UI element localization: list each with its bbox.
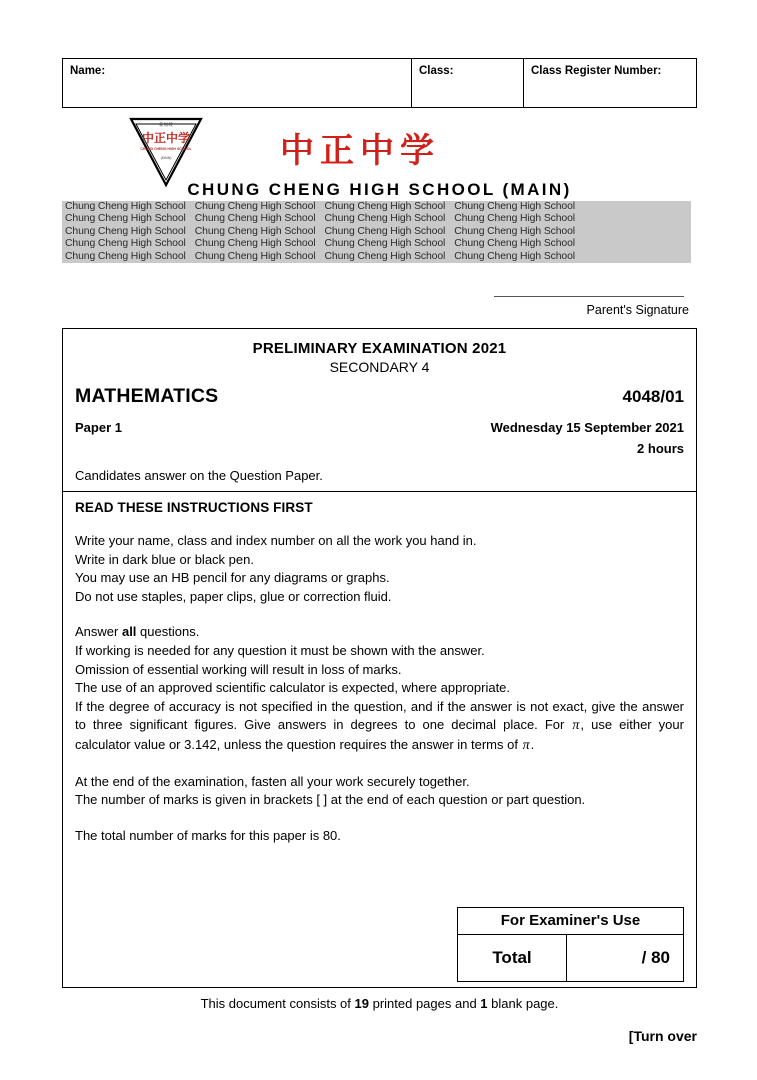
doc-suffix: blank page. bbox=[487, 996, 559, 1011]
paper-number: Paper 1 bbox=[75, 420, 122, 435]
examiner-use-heading: For Examiner's Use bbox=[458, 908, 683, 935]
watermark-text: Chung Cheng High School bbox=[194, 213, 316, 225]
watermark-text: Chung Cheng High School bbox=[454, 250, 575, 262]
turn-over-label: [Turn over bbox=[628, 1028, 697, 1044]
class-field-cell[interactable] bbox=[412, 59, 524, 107]
answer-prefix: Answer bbox=[75, 624, 122, 640]
watermark-text: Chung Cheng High School bbox=[65, 238, 186, 250]
watermark-row bbox=[62, 251, 691, 263]
doc-printed-pages: 19 bbox=[354, 996, 369, 1011]
watermark-text: Chung Cheng High School bbox=[324, 238, 446, 250]
instructions-section bbox=[63, 492, 696, 845]
crest-english-name: CHUNG CHENG HIGH SCHOOL bbox=[140, 147, 192, 151]
instruction-line: You may use an HB pencil for any diagrams or graphs. bbox=[75, 570, 390, 586]
school-english-title: CHUNG CHENG HIGH SCHOOL (MAIN) bbox=[187, 180, 572, 199]
exam-level: SECONDARY 4 bbox=[329, 359, 430, 375]
exam-cover-box bbox=[62, 328, 697, 988]
watermark-text: Chung Cheng High School bbox=[194, 238, 316, 250]
subject-code: 4048/01 bbox=[622, 387, 684, 406]
pi-middle: , use either your calculator value or 3.142, unless the question requires the answer in terms of bbox=[75, 717, 684, 752]
watermark-row bbox=[62, 201, 691, 213]
examiner-total-value[interactable]: / 80 bbox=[641, 948, 670, 967]
answer-all-bold: all bbox=[121, 624, 137, 640]
parent-signature-label: Parent's Signature bbox=[586, 303, 689, 317]
instruction-line: The use of an approved scientific calculator is expected, where appropriate. bbox=[75, 680, 511, 696]
register-number-field-cell[interactable] bbox=[524, 59, 696, 107]
watermark-text: Chung Cheng High School bbox=[454, 238, 575, 250]
watermark-row bbox=[62, 238, 691, 250]
school-masthead bbox=[62, 114, 697, 206]
register-number-label: Class Register Number: bbox=[531, 65, 662, 77]
answer-all-line bbox=[75, 623, 684, 642]
pi-symbol-1: π bbox=[572, 718, 580, 734]
crest-english-sub: (MAIN) bbox=[160, 156, 172, 160]
school-chinese-title: 中正中学 bbox=[280, 131, 440, 171]
marks-brackets-instruction: The number of marks is given in brackets [ ] at the end of each question or part question. bbox=[75, 792, 586, 808]
watermark-row bbox=[62, 226, 691, 238]
watermark-text: Chung Cheng High School bbox=[65, 250, 186, 262]
exam-date: Wednesday 15 September 2021 bbox=[490, 420, 684, 435]
instructions-block-three bbox=[75, 773, 684, 810]
instruction-line: If working is needed for any question it must be shown with the answer. bbox=[75, 642, 485, 658]
subject-name: MATHEMATICS bbox=[75, 385, 219, 407]
watermark-text: Chung Cheng High School bbox=[454, 225, 575, 237]
document-pages-note bbox=[62, 996, 697, 1011]
instructions-title: READ THESE INSTRUCTIONS FIRST bbox=[75, 500, 313, 515]
subject-row bbox=[75, 385, 684, 408]
instruction-line: Omission of essential working will result in loss of marks. bbox=[75, 661, 402, 677]
candidates-answer-note: Candidates answer on the Question Paper. bbox=[75, 468, 323, 483]
examiner-use-table bbox=[457, 907, 684, 982]
crest-chinese-name: 中正中学 bbox=[141, 131, 190, 145]
doc-prefix: This document consists of bbox=[200, 996, 355, 1011]
instructions-block-one bbox=[75, 532, 684, 606]
parent-signature-line bbox=[494, 296, 684, 297]
watermark-text: Chung Cheng High School bbox=[454, 213, 575, 225]
fasten-instruction: At the end of the examination, fasten all your work securely together. bbox=[75, 773, 470, 789]
doc-blank-pages: 1 bbox=[480, 996, 488, 1011]
accuracy-instruction: If the degree of accuracy is not specified in the question, and if the answer is not exact, give the answer to three significant figures. Give answers in degrees to one decimal place. bbox=[75, 698, 684, 733]
instruction-line: Do not use staples, paper clips, glue or correction fluid. bbox=[75, 588, 392, 604]
answer-suffix: questions. bbox=[136, 624, 200, 640]
exam-duration: 2 hours bbox=[637, 441, 684, 456]
watermark-text: Chung Cheng High School bbox=[194, 201, 316, 212]
total-marks-note: The total number of marks for this paper is 80. bbox=[75, 827, 341, 843]
doc-middle: printed pages and bbox=[368, 996, 481, 1011]
watermark-text: Chung Cheng High School bbox=[454, 201, 575, 212]
watermark-text: Chung Cheng High School bbox=[194, 225, 316, 237]
watermark-text: Chung Cheng High School bbox=[194, 250, 316, 262]
school-name-watermark-band bbox=[62, 201, 691, 263]
pi-symbol-2: π bbox=[522, 737, 530, 753]
watermark-text: Chung Cheng High School bbox=[324, 201, 446, 212]
name-label: Name: bbox=[70, 65, 106, 77]
watermark-row bbox=[62, 213, 691, 225]
watermark-text: Chung Cheng High School bbox=[65, 201, 186, 212]
examiner-total-label: Total bbox=[458, 935, 567, 981]
candidate-particulars-table bbox=[62, 58, 697, 108]
pi-suffix: . bbox=[530, 736, 535, 752]
crest-top-chinese: 新加坡 bbox=[159, 123, 173, 128]
watermark-text: Chung Cheng High School bbox=[324, 250, 446, 262]
paper-row bbox=[75, 420, 684, 435]
instructions-block-two bbox=[75, 623, 684, 755]
watermark-text: Chung Cheng High School bbox=[65, 225, 186, 237]
instruction-line: Write your name, class and index number on all the work you hand in. bbox=[75, 533, 477, 548]
watermark-text: Chung Cheng High School bbox=[324, 225, 446, 237]
pi-prefix: For bbox=[544, 717, 572, 733]
exam-header-section bbox=[63, 329, 696, 483]
class-label: Class: bbox=[419, 65, 454, 77]
watermark-text: Chung Cheng High School bbox=[65, 213, 186, 225]
instructions-block-two-lines bbox=[75, 642, 684, 698]
instruction-line: Write in dark blue or black pen. bbox=[75, 551, 254, 567]
examiner-total-row bbox=[458, 935, 683, 981]
exam-title: PRELIMINARY EXAMINATION 2021 bbox=[252, 340, 507, 357]
watermark-text: Chung Cheng High School bbox=[324, 213, 446, 225]
name-field-cell[interactable] bbox=[63, 59, 412, 107]
